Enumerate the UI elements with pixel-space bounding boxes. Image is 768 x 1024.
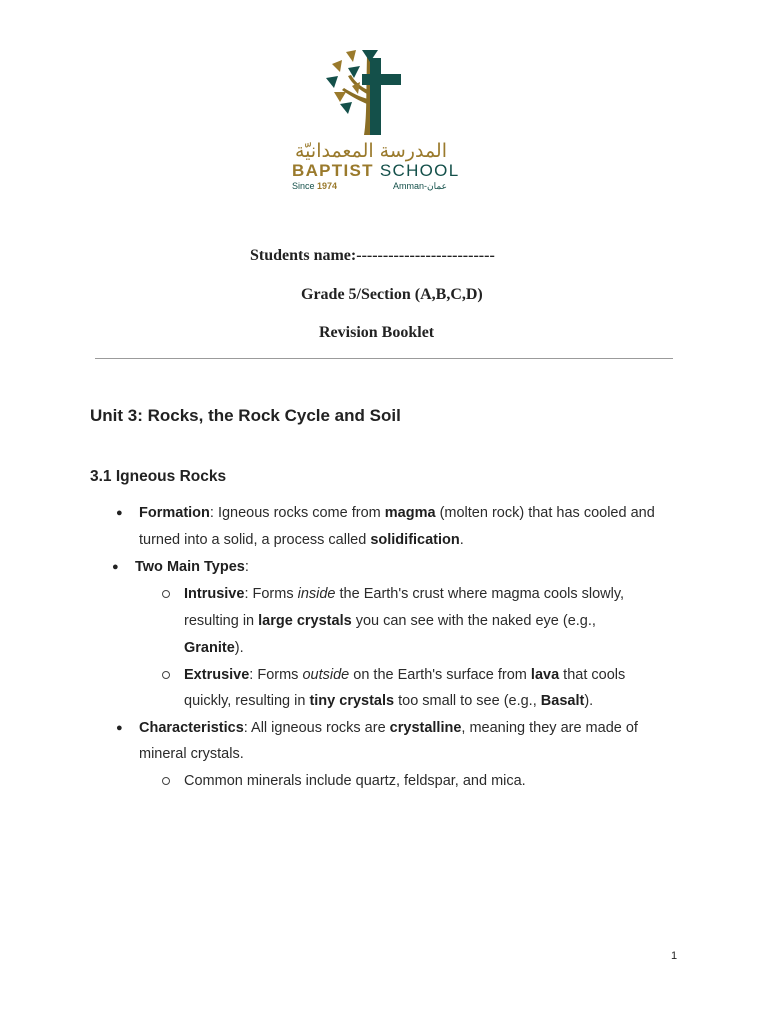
term-lava: lava: [530, 667, 560, 683]
extrusive-text: quickly, resulting in: [184, 693, 310, 709]
horizontal-divider: [95, 358, 673, 359]
term-basalt: Basalt: [540, 693, 585, 709]
types-colon: :: [244, 559, 249, 575]
logo-name-baptist: BAPTIST: [292, 161, 374, 180]
bullet-dot: ●: [112, 561, 119, 573]
logo-since-year: 1974: [317, 181, 338, 191]
term-tiny-crystals: tiny crystals: [309, 693, 395, 709]
term-intrusive: Intrusive: [184, 586, 245, 602]
sub-bullet-circle: [162, 590, 170, 598]
logo-name-school: SCHOOL: [379, 161, 460, 180]
term-crystalline: crystalline: [389, 720, 462, 736]
formation-label: Formation: [139, 505, 210, 521]
intrusive-line-2: [184, 612, 596, 630]
logo-location: Amman-عمان: [393, 181, 447, 191]
intrusive-text: the Earth's crust where magma cools slowly,: [335, 586, 625, 602]
logo-since: [292, 181, 337, 191]
term-solidification: solidification: [370, 532, 460, 548]
intrusive-text: you can see with the naked eye (e.g.,: [351, 613, 596, 629]
characteristics-text: : All igneous rocks are: [243, 720, 390, 736]
bullet-dot: ●: [116, 507, 123, 519]
intrusive-text: resulting in: [184, 613, 259, 629]
formation-text: .: [459, 532, 464, 548]
page-number: 1: [671, 950, 678, 962]
booklet-title: Revision Booklet: [319, 324, 435, 341]
extrusive-line-2: [184, 692, 593, 710]
characteristics-label: Characteristics: [139, 720, 244, 736]
extrusive-text: ).: [584, 693, 594, 709]
formation-text: (molten rock) that has cooled and: [435, 505, 655, 521]
logo-since-label: Since: [292, 181, 315, 191]
extrusive-text: on the Earth's surface from: [349, 667, 531, 683]
characteristics-line-1: [139, 719, 638, 737]
extrusive-text: : Forms: [249, 667, 303, 683]
students-name-line: Students name:--------------------------: [250, 247, 495, 264]
term-extrusive: Extrusive: [184, 667, 250, 683]
intrusive-line-1: [184, 585, 624, 603]
extrusive-text: too small to see (e.g.,: [394, 693, 541, 709]
types-line: [135, 558, 249, 576]
formation-line-2: [139, 531, 464, 549]
characteristics-line-2: mineral crystals.: [139, 746, 244, 762]
bullet-dot: ●: [116, 722, 123, 734]
logo-english-name: [292, 161, 459, 181]
school-logo: [290, 46, 460, 194]
emphasis-inside: inside: [297, 586, 336, 602]
formation-text: turned into a solid, a process called: [139, 532, 371, 548]
unit-title: Unit 3: Rocks, the Rock Cycle and Soil: [90, 406, 401, 425]
emphasis-outside: outside: [302, 667, 350, 683]
formation-text: : Igneous rocks come from: [209, 505, 385, 521]
characteristics-text: , meaning they are made of: [461, 720, 638, 736]
formation-line-1: [139, 504, 655, 522]
extrusive-line-1: [184, 666, 625, 684]
sub-bullet-circle: [162, 777, 170, 785]
tree-cross-icon: [290, 46, 456, 138]
types-label: Two Main Types: [135, 559, 245, 575]
term-granite: Granite: [184, 640, 235, 656]
extrusive-text: that cools: [559, 667, 626, 683]
logo-arabic-name: المدرسة المعمدانيّة: [294, 140, 447, 162]
term-magma: magma: [384, 505, 436, 521]
sub-bullet-circle: [162, 671, 170, 679]
intrusive-text: ).: [234, 640, 244, 656]
minerals-line: Common minerals include quartz, feldspar, and mica.: [184, 773, 526, 789]
grade-section: Grade 5/Section (A,B,C,D): [301, 286, 483, 303]
intrusive-line-3: [184, 639, 244, 657]
section-title: 3.1 Igneous Rocks: [90, 468, 227, 485]
intrusive-text: : Forms: [244, 586, 298, 602]
term-large-crystals: large crystals: [258, 613, 352, 629]
